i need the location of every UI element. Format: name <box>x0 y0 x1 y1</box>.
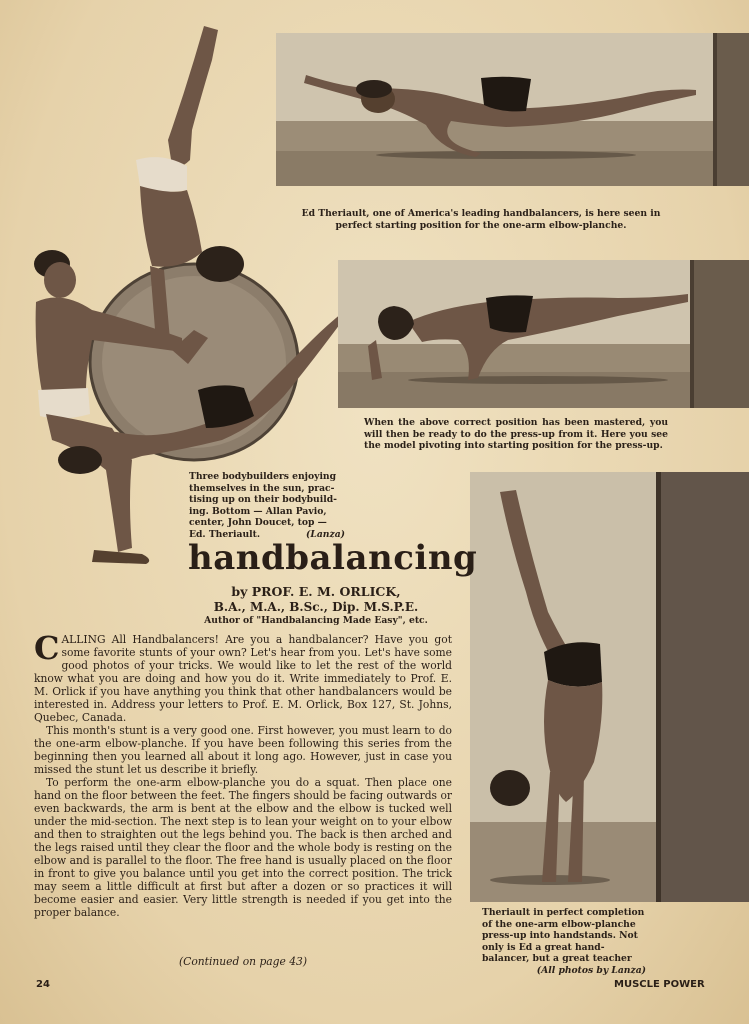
page-number: 24 <box>36 979 50 990</box>
caption-last-line: Ed. Theriault. <box>189 528 261 540</box>
article-paragraph: This month's stunt is a very good one. First however, you must learn to do the one-arm elbow-planche. If you have been following this series from the beginning then you learned all about it long ago. However, just in case you missed the stunt let us describe it briefly. <box>34 724 452 776</box>
photo-handstand <box>470 472 749 902</box>
caption-planche-top: Ed Theriault, one of America's leading handbalancers, is here seen in perfect starting position for the one-arm elbow-planche. <box>301 208 661 231</box>
caption-line: ing. Bottom — Allan Pavio, <box>189 505 327 517</box>
photo-credit: (Lanza) <box>306 528 345 540</box>
photo-credit: (All photos by Lanza) <box>536 964 646 976</box>
article-title: handbalancing <box>188 538 478 578</box>
caption-line: balancer, but a great teacher <box>482 953 632 965</box>
article-byline: by PROF. E. M. ORLICK, <box>231 584 401 599</box>
article-paragraph: To perform the one-arm elbow-planche you do a squat. Then place one hand on the floor between the feet. The fingers should be facing outwards or even backwards, the arm is bent at the elbow and the elbow is tucked well under the mid-section. The next step is to lean your weight on to your elbow and then to straighten out the legs behind you. The back is then arched and the legs raised until they clear the floor and the whole body is resting on the elbow and is parallel to the floor. The free hand is usually placed on the floor in front to give you balance until you get into the correct position. The trick may seem a little difficult at first but after a dozen or so practices it will become easier and easier. Very little strength is needed if you get into the proper balance. <box>34 776 452 919</box>
magazine-name: MUSCLE POWER <box>614 979 705 990</box>
article-paragraph <box>34 629 452 724</box>
caption-line: Three bodybuilders enjoying <box>189 471 337 482</box>
caption-line: tising up on their bodybuild- <box>189 494 337 506</box>
drop-cap: C <box>34 629 60 667</box>
caption-planche-pivot: When the above correct position has been mastered, you will then be ready to do the press-up from it. Here you see the model pivoting into starting position for the press-up. <box>364 417 668 452</box>
caption-line: themselves in the sun, prac- <box>189 482 335 494</box>
caption-line: center, John Doucet, top — <box>189 517 327 529</box>
continued-note: (Continued on page 43) <box>179 955 307 968</box>
author-note: Author of "Handbalancing Made Easy", etc. <box>204 615 428 626</box>
article-body <box>34 629 452 919</box>
caption-line: press-up into handstands. Not <box>482 930 638 942</box>
caption-line: only is Ed a great hand- <box>482 941 605 953</box>
caption-handstand <box>482 907 646 977</box>
caption-line: of the one-arm elbow-planche <box>482 918 636 930</box>
paragraph-text: ALLING All Handbalancers! Are you a handbalancer? Have you got some favorite stunts of your own? Let's hear from you. Let's have some good photos of your tricks. We would like to let the rest of the world know what you are doing and how you do it. Write immediately to Prof. E. M. Orlick if you have anything you think that other handbalancers would be interested in. Address your letters to Prof. E. M. Orlick, Box 127, St. Johns, Quebec, Canada. <box>34 633 452 724</box>
author-credentials: B.A., M.A., B.Sc., Dip. M.S.P.E. <box>213 600 419 614</box>
caption-three-bodybuilders <box>189 471 345 541</box>
photo-planche-pivot <box>338 260 749 408</box>
caption-line: Theriault in perfect completion <box>482 907 645 918</box>
